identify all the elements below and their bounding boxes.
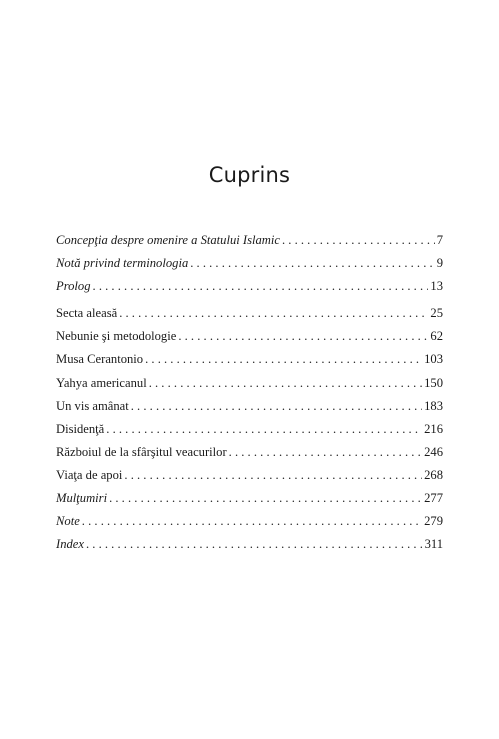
toc-entry-page: 7: [436, 233, 443, 247]
page-title: Cuprins: [208, 163, 291, 187]
toc-entry[interactable]: [56, 348, 443, 371]
toc-entry-title: Concepţia despre omenire a Statului Islamic: [56, 233, 280, 247]
dot-leader: [178, 325, 428, 348]
toc-entry[interactable]: [56, 487, 443, 510]
toc-entry-title: Viaţa de apoi: [56, 468, 123, 483]
dot-leader: [190, 252, 434, 275]
toc-group-front-matter: [56, 229, 443, 299]
dot-leader: [93, 275, 429, 298]
dot-leader: [82, 510, 422, 533]
toc-entry-page: 9: [436, 256, 443, 271]
toc-entry-title: Musa Cerantonio: [56, 352, 144, 367]
dot-leader: [119, 302, 428, 325]
toc-entry-title: Index: [56, 537, 84, 552]
toc-entry-title: Un vis amânat: [56, 398, 129, 413]
toc-entry-title: Notă privind terminologia: [56, 256, 189, 271]
dot-leader: [131, 395, 422, 418]
toc-entry[interactable]: [56, 325, 443, 348]
toc-entry-page: 268: [424, 468, 443, 483]
toc-entry-title: Disidenţă: [56, 421, 105, 436]
toc-entry[interactable]: [56, 395, 443, 418]
toc-entry[interactable]: [56, 418, 443, 441]
toc-group-chapters: [56, 302, 443, 488]
toc-entry[interactable]: [56, 252, 443, 275]
dot-leader: [145, 348, 422, 371]
toc-entry[interactable]: [56, 533, 443, 556]
toc-entry-title: Prolog: [56, 279, 91, 294]
toc-entry-page: 103: [424, 352, 443, 367]
toc-entry-page: 183: [424, 398, 443, 413]
toc-entry-page: 277: [424, 491, 443, 505]
toc-group-back-matter: [56, 487, 443, 557]
toc-entry-title: Nebunie şi metodologie: [56, 329, 177, 344]
toc-entry-page: 150: [424, 375, 443, 390]
dot-leader: [149, 372, 422, 395]
toc-entry[interactable]: [56, 464, 443, 487]
toc-entry[interactable]: [56, 510, 443, 533]
dot-leader: [106, 418, 422, 441]
toc-entry-title: Secta aleasă: [56, 306, 118, 320]
toc-entry-page: 13: [430, 279, 443, 294]
toc-entry[interactable]: [56, 441, 443, 464]
dot-leader: [229, 441, 422, 464]
toc-entry[interactable]: [56, 372, 443, 395]
dot-leader: [109, 487, 422, 510]
toc-entry-title: Yahya americanul: [56, 375, 147, 390]
toc-entry-page: 246: [424, 445, 443, 460]
toc-entry-page: 25: [430, 306, 443, 320]
toc-entry-title: Note: [56, 514, 80, 529]
toc-entry-title: Războiul de la sfârşitul veacurilor: [56, 445, 227, 460]
dot-leader: [124, 464, 422, 487]
toc-entry[interactable]: [56, 302, 443, 325]
dot-leader: [86, 533, 423, 556]
toc-entry-page: 311: [424, 537, 443, 552]
toc-entry-page: 216: [424, 421, 443, 436]
toc-entry[interactable]: [56, 229, 443, 252]
dot-leader: [282, 229, 435, 252]
toc-entry-page: 62: [430, 329, 443, 344]
toc-entry[interactable]: [56, 275, 443, 298]
toc-entry-page: 279: [424, 514, 443, 529]
toc-entry-title: Mulţumiri: [56, 491, 108, 505]
